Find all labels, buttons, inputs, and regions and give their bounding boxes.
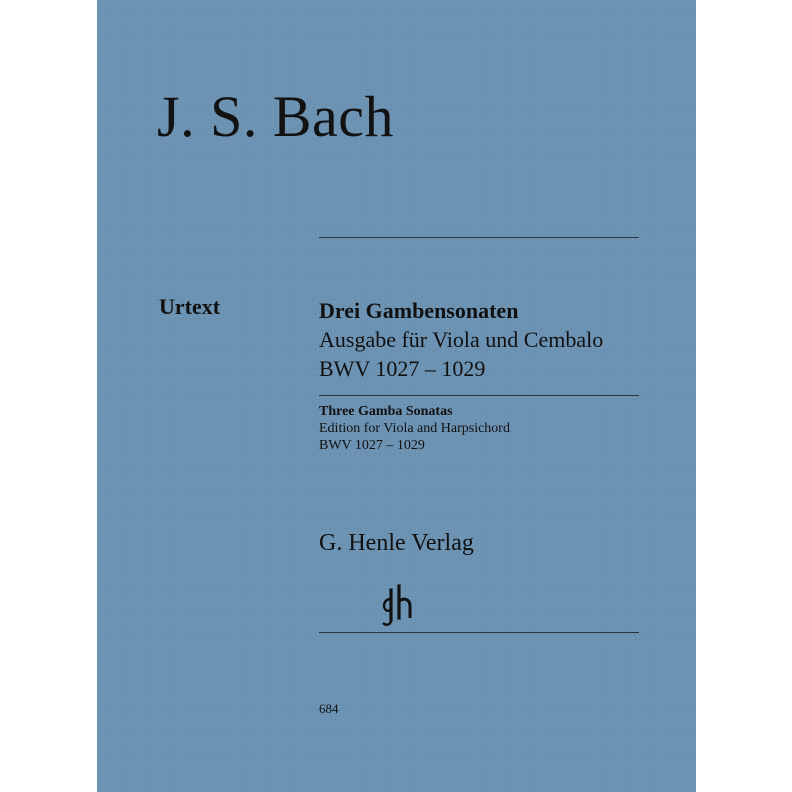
edition-number: 684 xyxy=(319,701,339,716)
top-divider xyxy=(319,237,639,238)
english-catalog-number: BWV 1027 – 1029 xyxy=(319,438,425,453)
german-subtitle: Ausgabe für Viola und Cembalo xyxy=(319,327,604,352)
edition-type-label: Urtext xyxy=(159,294,221,319)
english-title-block xyxy=(319,403,510,454)
english-subtitle: Edition for Viola and Harpsichord xyxy=(319,421,510,436)
publisher-name: G. Henle Verlag xyxy=(319,530,474,556)
book-cover xyxy=(97,0,696,792)
middle-divider xyxy=(319,395,639,396)
german-title: Drei Gambensonaten xyxy=(319,298,519,323)
german-catalog-number: BWV 1027 – 1029 xyxy=(319,356,486,381)
english-title: Three Gamba Sonatas xyxy=(319,404,453,419)
bottom-divider xyxy=(319,632,639,633)
german-title-block xyxy=(319,296,603,383)
henle-gh-monogram-icon xyxy=(380,584,414,628)
composer-name: J. S. Bach xyxy=(157,84,394,149)
